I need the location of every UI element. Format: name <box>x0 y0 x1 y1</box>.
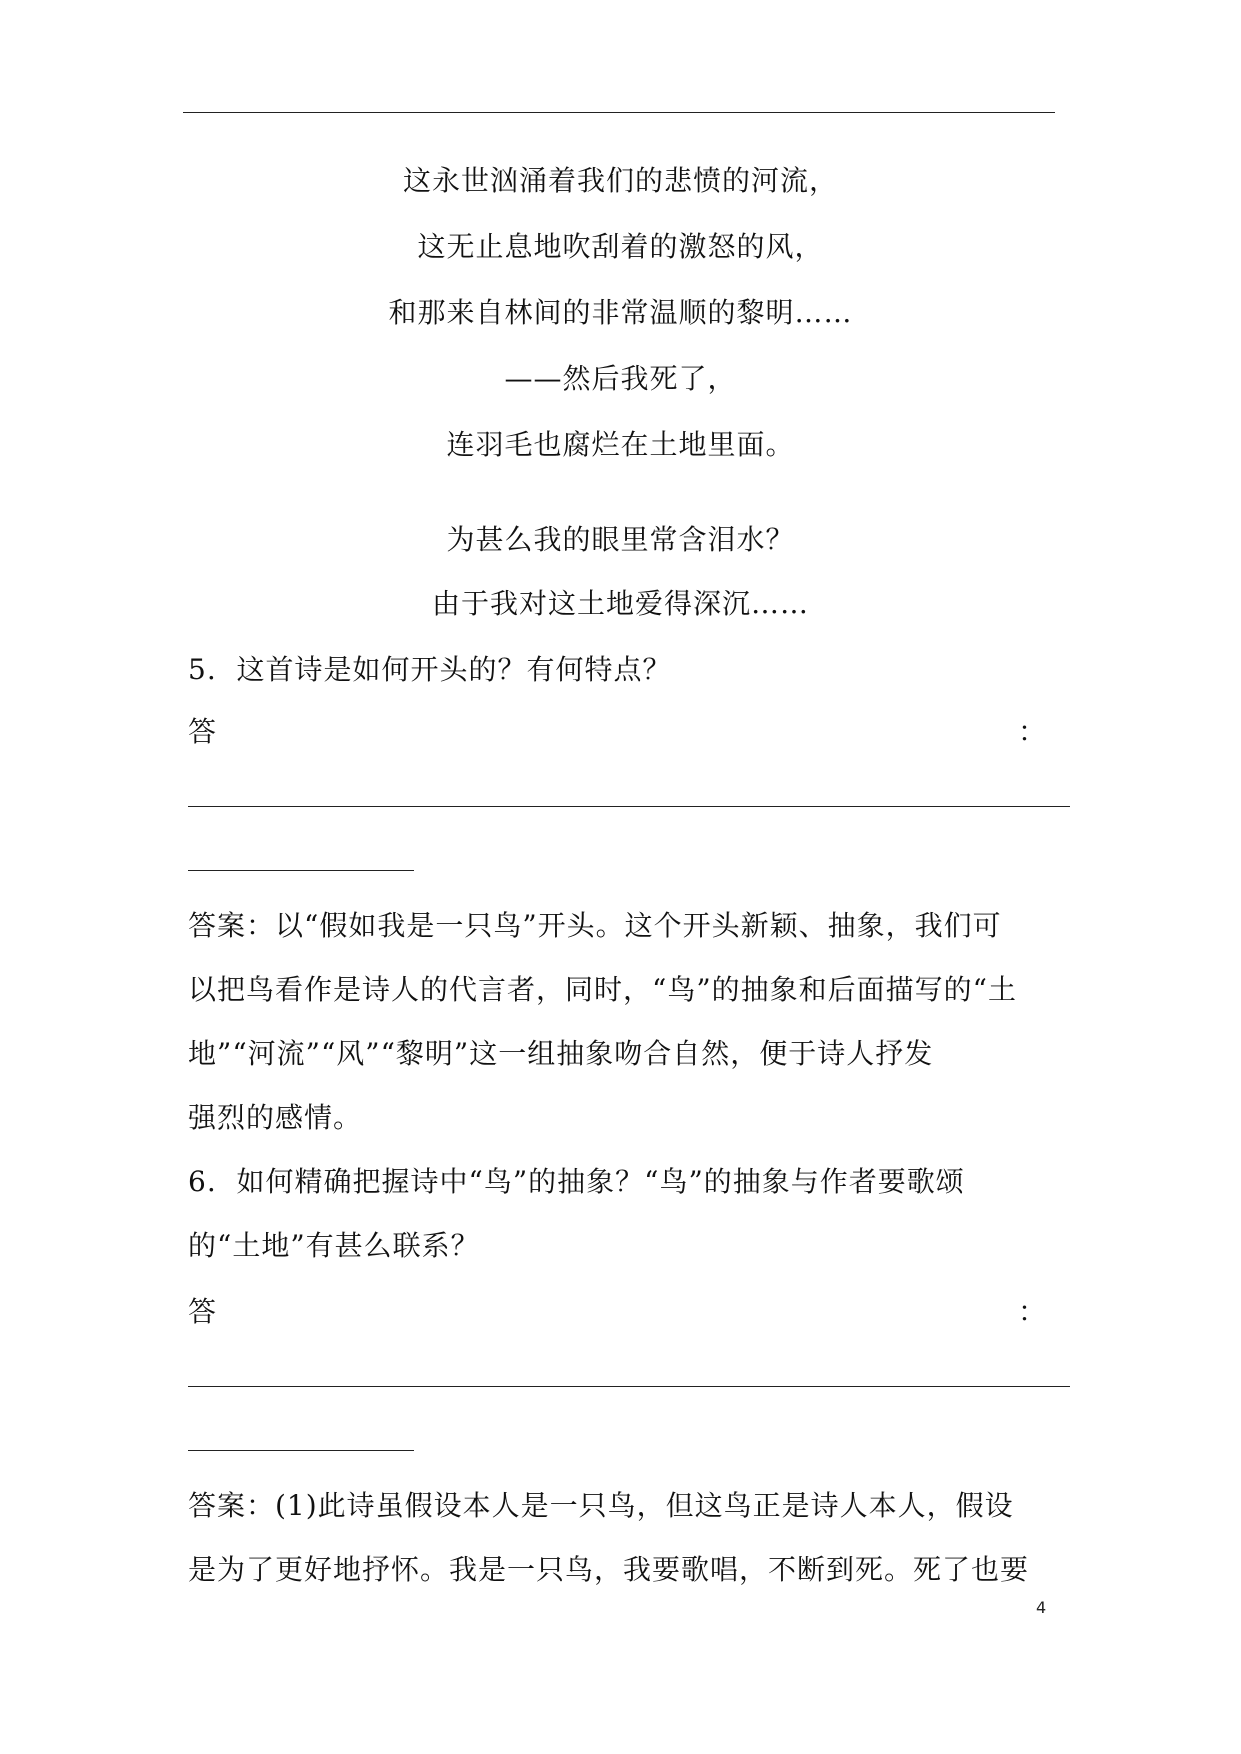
poem-line: 这永世汹涌着我们的悲愤的河流， <box>402 164 838 197</box>
poem-line: 连羽毛也腐烂在土地里面。 <box>446 428 795 461</box>
solution-line: 强烈的感情。 <box>188 1101 363 1134</box>
answer-colon: ： <box>1018 715 1047 748</box>
poem-line: 为甚么我的眼里常含泪水？ <box>446 523 795 556</box>
answer-blank-line[interactable] <box>188 806 1070 807</box>
question-text: 如何精确把握诗中“鸟”的抽象？“鸟”的抽象与作者要歌颂 <box>236 1165 965 1198</box>
solution-line: 答案：以“假如我是一只鸟”开头。这个开头新颖、抽象，我们可 <box>188 909 1002 942</box>
page-number: 4 <box>1036 1598 1047 1617</box>
solution-line: 地”“河流”“风”“黎明”这一组抽象吻合自然，便于诗人抒发 <box>188 1037 934 1070</box>
answer-label: 答 <box>188 715 218 748</box>
question-text: 的“土地”有甚么联系？ <box>188 1229 480 1262</box>
question-6 <box>188 1162 965 1202</box>
answer-blank-line[interactable] <box>188 1386 1070 1387</box>
poem-line: 和那来自林间的非常温顺的黎明…… <box>388 296 853 329</box>
header-rule <box>183 112 1055 113</box>
solution-line: 是为了更好地抒怀。我是一只鸟，我要歌唱，不断到死。死了也要 <box>188 1553 1030 1586</box>
question-text: 这首诗是如何开头的？有何特点？ <box>236 653 672 686</box>
poem-line: 由于我对这土地爱得深沉…… <box>431 587 809 620</box>
poem-line: ——然后我死了， <box>504 362 737 395</box>
answer-blank-line[interactable] <box>188 870 414 871</box>
solution-line: 以把鸟看作是诗人的代言者，同时，“鸟”的抽象和后面描写的“土 <box>188 973 1017 1006</box>
answer-blank-line[interactable] <box>188 1450 414 1451</box>
solution-line: 答案：(1)此诗虽假设本人是一只鸟，但这鸟正是诗人本人，假设 <box>188 1489 1014 1522</box>
question-number: 6. <box>188 1165 217 1198</box>
poem-line: 这无止息地吹刮着的激怒的风， <box>417 230 824 263</box>
question-5 <box>188 650 672 690</box>
answer-colon: ： <box>1018 1295 1047 1328</box>
answer-label: 答 <box>188 1295 218 1328</box>
question-number: 5. <box>188 653 217 686</box>
